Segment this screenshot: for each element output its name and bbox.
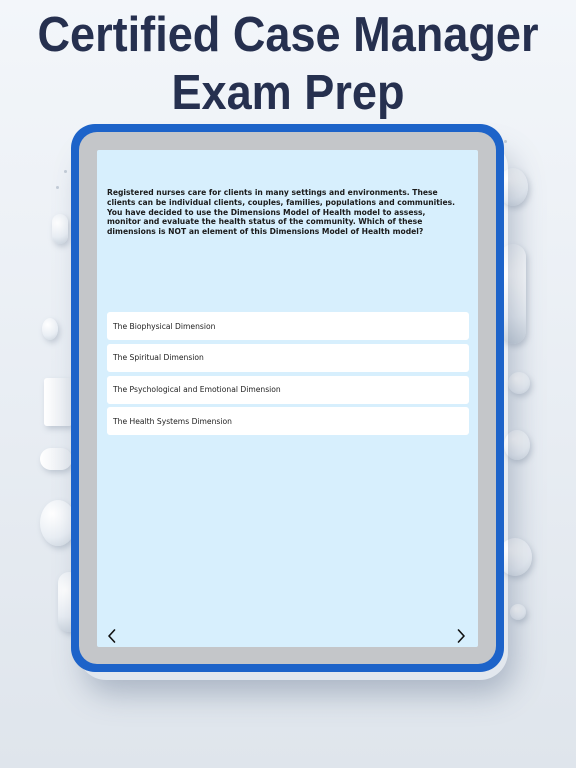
app-screen (97, 150, 478, 647)
answer-option[interactable] (107, 376, 469, 404)
headline-line-1: Certified Case Manager (37, 8, 539, 62)
answer-option[interactable] (107, 312, 469, 340)
chevron-right-icon (454, 628, 468, 644)
pill-icon (42, 318, 58, 340)
headline (23, 6, 553, 122)
headline-line-2: Exam Prep (171, 66, 405, 120)
pill-icon (52, 214, 68, 244)
capsule-icon (40, 448, 72, 470)
notepad-icon (44, 378, 72, 426)
answer-options (107, 312, 469, 439)
previous-question-button[interactable] (105, 628, 119, 644)
answer-option-label: The Psychological and Emotional Dimension (113, 385, 281, 395)
dot-icon (64, 170, 67, 173)
next-question-button[interactable] (454, 628, 468, 644)
chevron-left-icon (105, 628, 119, 644)
answer-option-label: The Health Systems Dimension (113, 416, 232, 426)
dot-icon (504, 140, 507, 143)
answer-option-label: The Biophysical Dimension (113, 321, 216, 331)
answer-option-label: The Spiritual Dimension (113, 353, 204, 363)
answer-option[interactable] (107, 407, 469, 435)
pill-icon (510, 604, 526, 620)
dot-icon (56, 186, 59, 189)
question-text: Registered nurses care for clients in many settings and environments. These clients can be individual clients, couples, families, populations and communities. You have decided to use the Dimensions Model of Health model to assess, monitor and evaluate the health status of the community. Which of these dimensions is NOT an element of this Dimensions Model of Health model? (107, 188, 456, 237)
leaf-icon (508, 372, 530, 394)
answer-option[interactable] (107, 344, 469, 372)
